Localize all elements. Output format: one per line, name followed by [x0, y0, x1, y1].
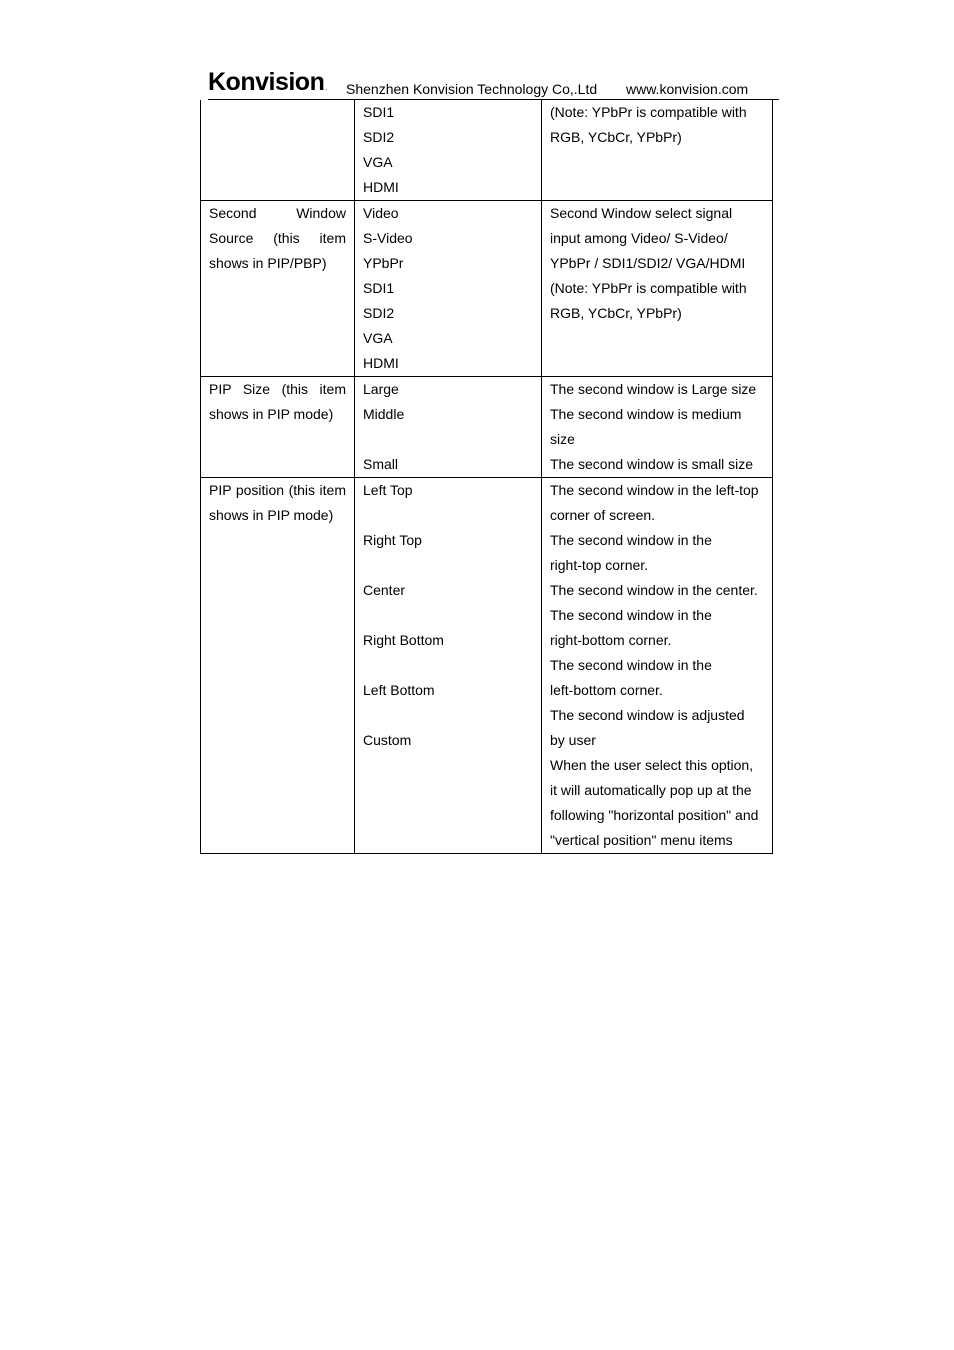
options-cell — [355, 478, 542, 854]
option-value: Right Top — [363, 532, 422, 548]
menu-item-cell — [201, 100, 355, 201]
company-website: www.konvision.com — [626, 81, 749, 97]
table-row — [201, 478, 773, 854]
description-line: (Note: YPbPr is compatible with — [550, 280, 747, 296]
option-value: S-Video — [363, 230, 413, 246]
description-line: The second window is medium — [550, 406, 742, 422]
description-line: right-bottom corner. — [550, 632, 672, 648]
description-line: The second window in the — [550, 657, 712, 673]
table-row — [201, 377, 773, 478]
description-line: input among Video/ S-Video/ — [550, 230, 728, 246]
description-line: When the user select this option, — [550, 757, 754, 773]
description-line: The second window in the center. — [550, 582, 758, 598]
option-value: Small — [363, 456, 399, 472]
description-line: corner of screen. — [550, 507, 656, 523]
option-value: Custom — [363, 732, 412, 748]
description-line: RGB, YCbCr, YPbPr) — [550, 129, 682, 145]
description-line: Second Window select signal — [550, 205, 733, 221]
description-line: by user — [550, 732, 596, 748]
description-line: The second window is Large size — [550, 381, 757, 397]
description-line: The second window in the — [550, 607, 712, 623]
description-line: following "horizontal position" and — [550, 807, 759, 823]
option-value: Video — [363, 205, 399, 221]
menu-spec-table — [200, 100, 773, 854]
description-line: size — [550, 431, 575, 447]
option-value: SDI1 — [363, 280, 395, 296]
option-value: SDI1 — [363, 104, 395, 120]
konvision-logo: Konvision. — [208, 68, 327, 96]
option-value — [363, 653, 533, 678]
description-line: The second window in the — [550, 532, 712, 548]
menu-item-cell — [201, 377, 355, 478]
option-value — [363, 703, 533, 728]
options-cell — [355, 377, 542, 478]
description-line: The second window is adjusted — [550, 707, 745, 723]
option-value — [363, 603, 533, 628]
menu-item-name: Second Window Source (this item shows in PIP/PBP) — [209, 205, 346, 271]
description-cell — [542, 201, 773, 377]
option-value: Center — [363, 582, 406, 598]
menu-item-cell — [201, 201, 355, 377]
description-line: YPbPr / SDI1/SDI2/ VGA/HDMI — [550, 255, 746, 271]
menu-item-name: PIP Size (this item shows in PIP mode) — [209, 381, 346, 422]
description-line: The second window in the left-top — [550, 482, 759, 498]
option-value: Left Top — [363, 482, 413, 498]
option-value — [363, 427, 533, 452]
option-value: VGA — [363, 154, 393, 170]
options-cell — [355, 201, 542, 377]
description-line: The second window is small size — [550, 456, 754, 472]
option-value: YPbPr — [363, 255, 404, 271]
description-line: left-bottom corner. — [550, 682, 663, 698]
option-value: HDMI — [363, 179, 399, 195]
company-name: Shenzhen Konvision Technology Co,.Ltd — [346, 81, 598, 97]
option-value: VGA — [363, 330, 393, 346]
option-value: SDI2 — [363, 305, 395, 321]
option-value — [363, 503, 533, 528]
option-value: Middle — [363, 406, 405, 422]
description-cell — [542, 478, 773, 854]
description-line: (Note: YPbPr is compatible with — [550, 104, 747, 120]
table-row — [201, 100, 773, 201]
description-line: right-top corner. — [550, 557, 649, 573]
option-value: SDI2 — [363, 129, 395, 145]
menu-item-cell — [201, 478, 355, 854]
option-value: Left Bottom — [363, 682, 435, 698]
option-value: HDMI — [363, 355, 399, 371]
description-line: it will automatically pop up at the — [550, 782, 752, 798]
option-value — [363, 553, 533, 578]
option-value: Right Bottom — [363, 632, 444, 648]
description-cell — [542, 377, 773, 478]
description-cell — [542, 100, 773, 201]
description-line: "vertical position" menu items — [550, 832, 733, 848]
description-line: RGB, YCbCr, YPbPr) — [550, 305, 682, 321]
page-header — [208, 66, 779, 100]
option-value: Large — [363, 381, 399, 397]
options-cell — [355, 100, 542, 201]
menu-item-name: PIP position (this item shows in PIP mode) — [209, 482, 346, 523]
table-row — [201, 201, 773, 377]
